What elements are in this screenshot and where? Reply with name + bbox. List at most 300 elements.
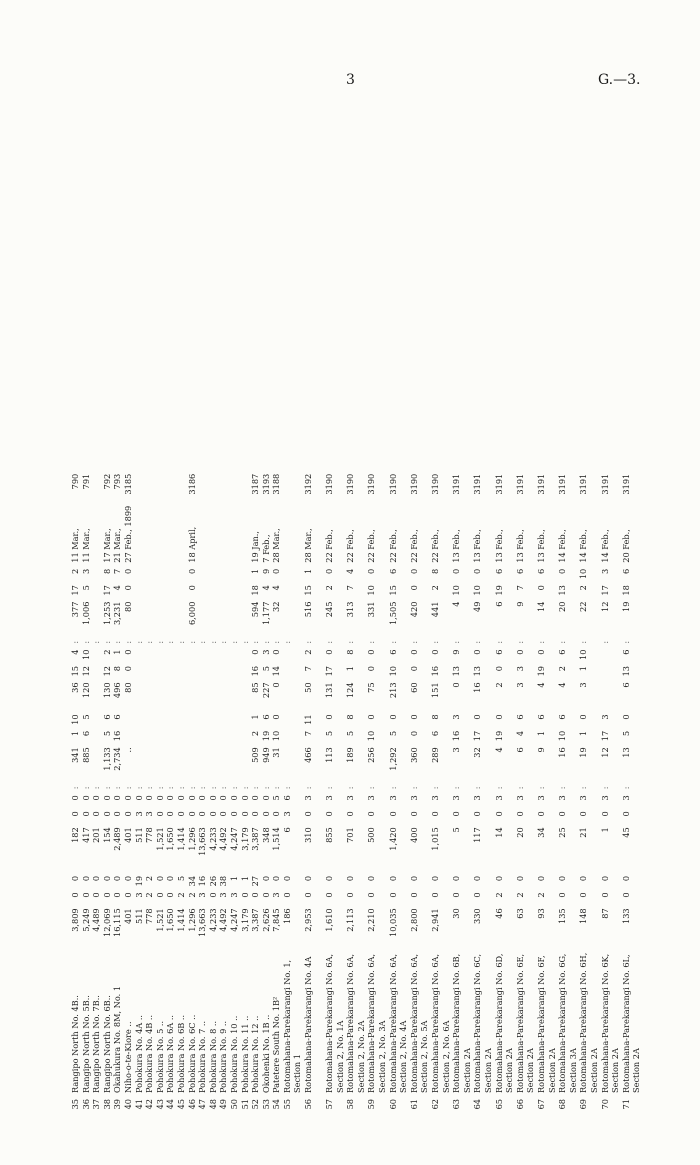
cell-k (218, 599, 229, 631)
leader-dots: : (324, 640, 335, 644)
cell-z: 3 (430, 795, 440, 801)
cell-date: 13 Feb., (472, 529, 483, 563)
cell-z: 3 (366, 795, 377, 801)
cell-v2: 17 (599, 730, 610, 742)
cell-ref: 3192 (303, 473, 314, 495)
cell-x: 154 (101, 827, 112, 843)
cell-a: 1,521 (154, 908, 165, 932)
cell-v2: 10 (271, 730, 282, 742)
cell-a: 93 (535, 908, 546, 919)
cell-m (155, 582, 166, 598)
cell-a: 4,233 (207, 908, 218, 932)
cell-no: 53 (260, 1099, 271, 1110)
cell-x: 117 (472, 827, 483, 843)
cell-m: 13 (557, 585, 568, 596)
cell-name: Rangipo North No. 6B.. (101, 995, 112, 1093)
cell-w3 (134, 647, 145, 663)
cell-ref: 3191 (493, 473, 504, 495)
cell-y: 0 (197, 811, 208, 817)
cell-ref (155, 471, 166, 503)
leader-dots (208, 859, 219, 873)
cell-n (165, 566, 176, 582)
cell-ref: 790 (70, 473, 80, 490)
cell-r: 0 (387, 892, 398, 898)
cell-w2: 13 (451, 666, 462, 677)
cell-n: 1 (303, 568, 314, 574)
cell-k: 1,253 (101, 601, 112, 626)
table-row (600, 471, 621, 1120)
cell-n: 2 (70, 568, 80, 574)
cell-w2: 14 (271, 666, 282, 677)
table-row (409, 471, 430, 1120)
cell-no: 42 (144, 1099, 155, 1110)
cell-a: 401 (122, 908, 133, 924)
cell-no: 71 (620, 1099, 631, 1110)
cell-m (240, 582, 251, 598)
cell-w1: 130 (101, 682, 112, 699)
leader-dots: : (154, 786, 165, 790)
cell-v2: 16 (112, 730, 123, 742)
cell-w1 (600, 679, 621, 711)
cell-date: 22 Feb., (366, 529, 377, 563)
table-row (271, 471, 282, 1120)
cell-p: 0 (260, 875, 271, 882)
cell-a: 148 (578, 908, 589, 924)
cell-w3: 0 (430, 649, 440, 655)
table-row (578, 471, 599, 1120)
cell-k: 1,006 (80, 601, 91, 626)
cell-n: 6 (514, 568, 525, 574)
cell-name: Okahukura No. 8M, No. 1 (112, 985, 123, 1093)
cell-n: 9 (260, 568, 271, 574)
cell-y: 0 (599, 811, 610, 817)
leader-dots: : (303, 786, 314, 790)
cell-a: 16,115 (112, 908, 123, 937)
cell-y: 0 (175, 811, 186, 817)
cell-v1: 4 (493, 747, 504, 753)
cell-n: 0 (324, 568, 335, 574)
cell-date (282, 503, 303, 566)
cell-a: 135 (557, 908, 568, 924)
cell-ref: 3191 (599, 473, 610, 495)
cell-k: 594 (250, 601, 261, 618)
cell-p: 16 (197, 875, 208, 887)
cell-v2: 5 (324, 730, 335, 737)
cell-m: 0 (186, 585, 197, 591)
leader-dots (250, 859, 261, 873)
cell-a: 2,941 (430, 908, 440, 932)
cell-z: 0 (207, 795, 218, 801)
leader-dots (155, 859, 166, 873)
cell-date (165, 503, 176, 566)
cell-v3: 1 (250, 714, 261, 720)
cell-date (197, 503, 208, 566)
cell-w1 (197, 679, 208, 711)
leader-dots: : (366, 640, 377, 644)
cell-z: 0 (122, 795, 133, 801)
cell-v3: 5 (80, 714, 91, 720)
cell-w2 (176, 663, 187, 679)
cell-x: 4,233 (207, 827, 218, 851)
leader-dots (409, 859, 430, 873)
cell-a: 2,210 (366, 908, 377, 932)
cell-v2 (91, 728, 102, 744)
cell-ref (229, 471, 240, 503)
cell-v1 (197, 744, 208, 776)
cell-w3: 2 (101, 649, 112, 655)
cell-ref: 3191 (514, 473, 525, 495)
cell-v1 (134, 744, 145, 776)
cell-r: 0 (260, 892, 271, 898)
cell-k: 516 (303, 601, 314, 618)
cell-v2 (197, 728, 208, 744)
cell-w1: 50 (303, 682, 314, 693)
cell-n (282, 566, 303, 582)
cell-n: 0 (408, 568, 419, 574)
leader-dots (472, 859, 493, 873)
cell-n: 6 (535, 568, 546, 574)
cell-n: 6 (620, 568, 631, 574)
cell-k: 32 (271, 601, 282, 612)
cell-date (176, 503, 187, 566)
cell-x: 182 (70, 827, 80, 843)
cell-v1 (155, 744, 166, 776)
cell-date (144, 503, 155, 566)
cell-n: 7 (112, 568, 123, 574)
cell-v3: 6 (101, 714, 112, 720)
cell-p: 26 (207, 875, 218, 887)
cell-k: 377 (70, 601, 80, 618)
cell-name: Rotomahana-Parekarangi No. 6K, Section 2A (599, 953, 621, 1093)
cell-ref: 3187 (250, 473, 261, 495)
cell-date (155, 503, 166, 566)
cell-v3: 0 (324, 714, 335, 720)
cell-v1: 16 (557, 747, 568, 758)
cell-v3: 0 (366, 714, 377, 720)
cell-ref: 3191 (472, 473, 483, 495)
cell-w3 (91, 647, 102, 663)
cell-y: 0 (451, 811, 462, 817)
cell-v3: 6 (514, 714, 525, 720)
leader-dots (536, 859, 557, 873)
cell-z: 3 (387, 795, 398, 801)
leader-dots (557, 859, 578, 873)
cell-w3 (229, 647, 240, 663)
cell-name: Rangipo North No. 5B.. (80, 995, 91, 1093)
cell-date: 13 Feb., (493, 529, 504, 563)
leader-dots (430, 859, 451, 873)
cell-r: 2 (144, 892, 155, 898)
cell-no: 62 (430, 1099, 440, 1110)
cell-name: Okohenki No. 1B .. (260, 1014, 271, 1093)
cell-y: 0 (112, 811, 123, 817)
cell-v3: 6 (260, 714, 271, 720)
leader-dots (165, 859, 176, 873)
cell-v1: 885 (80, 747, 91, 763)
cell-k: 80 (122, 601, 133, 612)
cell-date: 7 Feb., (260, 534, 271, 563)
cell-no: 70 (599, 1099, 610, 1110)
cell-w2: 13 (620, 666, 631, 677)
cell-name: Pohokura No. 6C .. (186, 1014, 197, 1093)
cell-r: 3 (228, 892, 239, 898)
cell-m (229, 582, 240, 598)
table-row (515, 471, 536, 1120)
leader-dots (345, 859, 366, 873)
leader-dots (134, 859, 145, 873)
cell-no: 55 (281, 1099, 292, 1110)
cell-x: 1,414 (175, 827, 186, 851)
cell-name: Pohokura No. 4B .. (144, 1014, 155, 1093)
cell-m: 4 (260, 585, 271, 591)
cell-v3 (240, 711, 251, 727)
cell-no: 66 (514, 1099, 525, 1110)
leader-dots: : (345, 786, 356, 790)
cell-m: 18 (620, 585, 631, 596)
cell-r: 2 (514, 892, 525, 898)
cell-y: 3 (133, 811, 144, 817)
cell-w1 (176, 679, 187, 711)
cell-v2: 1 (578, 730, 589, 737)
cell-p: 19 (133, 875, 144, 887)
cell-x: 3,387 (250, 827, 261, 851)
cell-r: 0 (281, 892, 292, 898)
cell-k: 22 (578, 601, 589, 612)
cell-x: 4,492 (218, 827, 229, 851)
cell-p: 0 (154, 875, 165, 882)
cell-no: 46 (186, 1099, 197, 1110)
cell-w1 (155, 679, 166, 711)
cell-v2: 5 (387, 730, 398, 737)
cell-name: Pohokura No. 7 .. (197, 1020, 208, 1093)
cell-x: 1 (599, 827, 610, 833)
cell-w2: 12 (101, 666, 112, 677)
cell-m (91, 582, 102, 598)
cell-r: 0 (366, 892, 377, 898)
cell-a: 1,650 (165, 908, 176, 932)
leader-dots (229, 859, 240, 873)
cell-v1: 360 (408, 747, 419, 763)
cell-x: 500 (366, 827, 377, 843)
leader-dots (176, 859, 187, 873)
cell-k (91, 599, 102, 631)
cell-v3: 8 (345, 714, 356, 720)
cell-x: 701 (345, 827, 356, 843)
table-row (303, 471, 324, 1120)
cell-r: 0 (112, 892, 123, 898)
cell-w1 (218, 679, 229, 711)
cell-m: 0 (535, 585, 546, 591)
cell-v1 (187, 744, 198, 776)
cell-name: Rotomahana-Parekarangi No. 6C, Section 2A (472, 953, 493, 1093)
cell-v1: 13 (620, 747, 631, 758)
cell-p: 0 (493, 875, 504, 882)
cell-a: 3,387 (250, 908, 261, 932)
cell-m (165, 582, 176, 598)
cell-k: 245 (324, 601, 335, 618)
cell-v1 (165, 744, 176, 776)
cell-p: 0 (620, 875, 631, 882)
cell-p: 0 (80, 875, 91, 882)
cell-y: 3 (144, 811, 155, 817)
cell-p: 0 (112, 875, 123, 882)
cell-y: 0 (154, 811, 165, 817)
cell-z: 0 (112, 795, 123, 801)
cell-m: 18 (250, 585, 261, 596)
cell-w2: 5 (260, 666, 271, 672)
table-row (366, 471, 387, 1120)
cell-x: 1,420 (387, 827, 398, 851)
cell-w2: 0 (493, 666, 504, 672)
cell-w1: 131 (324, 682, 335, 699)
cell-v2 (229, 728, 240, 744)
cell-w1: 124 (345, 682, 356, 699)
cell-w2: 3 (514, 666, 525, 672)
cell-r: 0 (451, 892, 462, 898)
cell-a: 7,845 (271, 908, 282, 932)
cell-z: 3 (557, 795, 568, 801)
cell-no: 60 (387, 1099, 398, 1110)
cell-v3: 3 (451, 714, 462, 720)
leader-dots: : (122, 786, 133, 790)
cell-n: 8 (101, 568, 112, 574)
cell-no: 50 (228, 1099, 239, 1110)
table-row (240, 471, 251, 1120)
cell-v1: .. (122, 747, 133, 753)
cell-no: 68 (557, 1099, 568, 1110)
leader-dots: : (260, 786, 271, 790)
cell-x: 400 (408, 827, 419, 843)
cell-w1 (208, 679, 219, 711)
cell-w3: 4 (70, 649, 80, 655)
leader-dots (621, 859, 642, 873)
cell-k (208, 599, 219, 631)
cell-a: 63 (514, 908, 525, 919)
cell-ref: 3191 (451, 473, 462, 495)
cell-m (176, 582, 187, 598)
table-row (102, 471, 113, 1120)
cell-m: 10 (366, 585, 377, 596)
cell-w1: 213 (387, 682, 398, 699)
cell-v1: 113 (324, 747, 335, 763)
cell-name: Rotomahana-Parekarangi No. 6A, Section 2, No. 2A (345, 953, 366, 1093)
cell-y: 0 (535, 811, 546, 817)
cell-name: Pohokura No. 11 .. (239, 1015, 250, 1093)
cell-date (208, 503, 219, 566)
cell-no: 61 (408, 1099, 419, 1110)
cell-n: 6 (493, 568, 504, 574)
cell-ref: 3190 (366, 473, 377, 495)
cell-k (229, 599, 240, 631)
cell-m: 4 (112, 585, 123, 591)
table-row (430, 471, 451, 1120)
cell-m (208, 582, 219, 598)
cell-ref: 791 (80, 473, 91, 490)
leader-dots (102, 859, 113, 873)
cell-r: 0 (345, 892, 356, 898)
cell-date: 18 April, (186, 526, 197, 563)
cell-p: 0 (472, 875, 483, 882)
cell-y: 0 (80, 811, 91, 817)
cell-a: 5,249 (80, 908, 91, 932)
cell-w2 (155, 663, 166, 679)
cell-y: 0 (271, 811, 282, 817)
cell-date: 28 Mar., (303, 528, 314, 563)
cell-r: 0 (303, 892, 314, 898)
cell-n: 8 (430, 568, 440, 574)
cell-no: 37 (91, 1099, 102, 1110)
cell-no: 58 (345, 1099, 356, 1110)
cell-date: 13 Feb., (451, 529, 462, 563)
cell-v3 (176, 711, 187, 727)
cell-w2: 2 (557, 666, 568, 672)
cell-v1 (282, 744, 303, 776)
cell-r: 0 (165, 892, 176, 898)
cell-a: 12,069 (101, 908, 112, 937)
leader-dots: : (451, 640, 462, 644)
cell-y: 0 (228, 811, 239, 817)
cell-k: 6 (493, 601, 504, 607)
leader-dots: : (80, 786, 91, 790)
leader-dots: : (197, 640, 208, 644)
cell-k (134, 599, 145, 631)
leader-dots (451, 859, 472, 873)
leader-dots: : (91, 786, 102, 790)
cell-k: 14 (535, 601, 546, 612)
cell-a: 1,610 (324, 908, 335, 932)
cell-date (134, 503, 145, 566)
cell-a: 13,663 (197, 908, 208, 937)
cell-x: 1,521 (154, 827, 165, 851)
cell-x: 21 (578, 827, 589, 838)
cell-w1: 120 (80, 682, 91, 699)
cell-w3: 8 (345, 649, 356, 655)
cell-ref: 793 (112, 473, 123, 490)
leader-dots (600, 859, 621, 873)
leader-dots: : (101, 640, 112, 644)
leader-dots: : (218, 786, 229, 790)
cell-r: 3 (218, 892, 229, 898)
leader-dots: : (387, 640, 398, 644)
cell-name: Patetere South No. 1B² (271, 996, 282, 1093)
cell-w3: 6 (493, 649, 504, 655)
cell-v2 (176, 728, 187, 744)
cell-w3: 0 (122, 649, 133, 655)
cell-name: Rotomahana-Parekarangi No. 6H, Section 2A (578, 952, 599, 1093)
cell-v1: 12 (599, 747, 610, 758)
cell-w1: 6 (620, 682, 631, 688)
cell-name: Rotomahana-Parekarangi No. 6L, Section 2A (620, 954, 642, 1093)
cell-name: Pohokura No. 5 .. (154, 1020, 165, 1093)
leader-dots (261, 859, 272, 873)
cell-no: 41 (133, 1099, 144, 1110)
table-row (324, 471, 345, 1120)
leader-dots: : (599, 640, 610, 644)
cell-w2: 16 (250, 666, 261, 677)
cell-y: 0 (620, 811, 631, 817)
cell-no: 38 (101, 1099, 112, 1110)
cell-n (208, 566, 219, 582)
cell-m: 17 (70, 585, 80, 596)
cell-x: 855 (324, 827, 335, 843)
cell-m (134, 582, 145, 598)
cell-v3: 0 (408, 714, 419, 720)
cell-v2: 5 (101, 730, 112, 737)
cell-r: 0 (620, 892, 631, 898)
leader-dots: : (472, 640, 483, 644)
cell-name: Rotomahana-Parekarangi No. 6A, Section 2, No. 6A (430, 953, 451, 1093)
cell-w2 (187, 663, 198, 679)
